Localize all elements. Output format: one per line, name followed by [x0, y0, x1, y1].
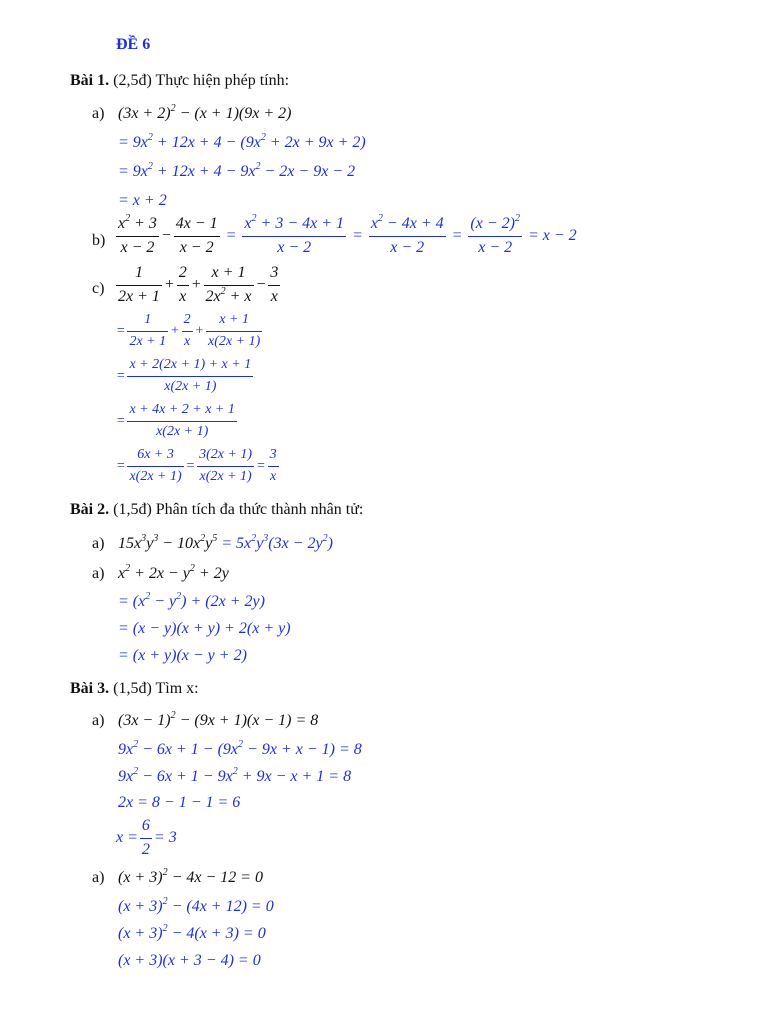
- page-title: ĐỀ 6: [116, 36, 151, 53]
- denominator: x(2x + 1): [129, 468, 182, 484]
- bai1-c-step-1: = $\frac{1}{2x + 1}$ + $\frac{2}{x}$ + $\frac{x + 1}{x(2x + 1)}$: [116, 312, 261, 349]
- bai3-b-expr: [118, 867, 264, 886]
- expr-part: (3x − 2y: [268, 535, 323, 552]
- exponent: 5: [212, 533, 218, 544]
- expr-part: y: [205, 535, 213, 552]
- expr-part: − 10x: [158, 535, 201, 552]
- expr-part: = 3: [153, 828, 177, 846]
- numerator: 6x + 3: [127, 448, 183, 467]
- exponent: 2: [147, 132, 153, 143]
- bai1-c-label: c): [92, 280, 105, 297]
- numerator: 1: [116, 265, 162, 286]
- numerator: 2: [182, 313, 193, 332]
- exponent: 2: [200, 533, 206, 544]
- exponent: 2: [125, 563, 131, 574]
- denominator: x: [269, 468, 277, 484]
- bai3-b-step-1: [118, 896, 274, 915]
- fraction: [127, 403, 236, 439]
- expr-part: = 9x: [118, 134, 148, 151]
- expr-part: = (x: [118, 593, 146, 610]
- expr-part: ): [327, 535, 333, 552]
- fraction: [174, 216, 220, 257]
- bai3-a-final: [116, 818, 177, 859]
- exponent: 2: [162, 867, 168, 878]
- expr-part: 2x: [205, 287, 221, 305]
- bai2-b-step-3: = (x + y)(x − y + 2): [118, 647, 247, 664]
- fraction: [177, 265, 189, 306]
- fraction: [182, 313, 193, 349]
- fraction: [116, 265, 162, 306]
- expr-part: − y: [150, 593, 177, 610]
- bai2-b-label: a): [92, 565, 105, 582]
- bai2-a-label: a): [92, 535, 105, 552]
- bai1-b-label: b): [92, 232, 106, 249]
- expr-part: − 2x − 9x − 2: [260, 163, 356, 180]
- bai3-a-step-2: [118, 766, 352, 785]
- numerator: 2: [177, 265, 189, 286]
- bai1-heading: Bài 1.: [70, 72, 110, 89]
- denominator: x − 2: [478, 238, 513, 256]
- fraction: [127, 358, 253, 394]
- expr-part: 9x: [118, 741, 134, 758]
- expr-part: x: [118, 215, 126, 232]
- expr-part: = 9x: [118, 163, 148, 180]
- expr-part: + 9x − x + 1 = 8: [237, 768, 352, 785]
- expr-part: + 2x + 9x + 2): [265, 134, 366, 151]
- numerator: 3: [268, 265, 280, 286]
- expr-part: − 4x − 12 = 0: [167, 869, 264, 886]
- bai3-b-label: a): [92, 869, 105, 886]
- bai1-a-step-3: = x + 2: [118, 192, 167, 209]
- bai1-b-expr: $\frac{x^2 + 3}{x - 2}$ − $\frac{4x - 1}{x - 2}$ = $\frac{x^2 + 3 - 4x + 1}{x - 2}$ = $\frac{x^2 - 4x + 4}{x - 2}$ = $\frac{(x - 2)^2}{x - 2}$ = x − 2: [118, 213, 577, 256]
- numerator: x + 4x + 2 + x + 1: [127, 403, 236, 422]
- expr-part: − 4(x + 3) = 0: [167, 925, 266, 942]
- expr-part: (x − 2): [470, 215, 515, 232]
- expr-part: − 4x + 4: [382, 215, 444, 232]
- exponent: 2: [232, 766, 238, 777]
- expr-part: (3x + 2): [118, 105, 171, 122]
- numerator: 1: [127, 313, 168, 332]
- bai3-b-step-3: (x + 3)(x + 3 − 4) = 0: [118, 952, 261, 969]
- exponent: 3: [263, 533, 269, 544]
- bai3-heading: Bài 3.: [70, 680, 110, 697]
- bai1-c-step-2: = $\frac{x + 2(2x + 1) + x + 1}{x(2x + 1)}$: [116, 357, 252, 394]
- numerator: 6: [140, 818, 152, 839]
- exponent: 2: [251, 533, 257, 544]
- bai3-desc: (1,5đ) Tìm x:: [113, 680, 199, 697]
- expr-part: − (9x + 1)(x − 1) = 8: [175, 712, 319, 729]
- fraction: [140, 818, 152, 859]
- expr-part: − (4x + 12) = 0: [167, 898, 274, 915]
- expr-part: − 6x + 1 − 9x: [138, 768, 233, 785]
- exponent: 2: [145, 591, 151, 602]
- exponent: 3: [153, 533, 159, 544]
- denominator: x(2x + 1): [164, 378, 217, 394]
- bai2-b-step-1: [118, 591, 265, 610]
- exponent: 3: [141, 533, 147, 544]
- expr-part: + 12x + 4 − (9x: [152, 134, 261, 151]
- bai3-b-step-2: [118, 923, 266, 942]
- bai2-b-step-2: = (x − y)(x + y) + 2(x + y): [118, 620, 291, 637]
- exponent: 2: [251, 213, 257, 224]
- exponent: 2: [133, 766, 139, 777]
- expr-part: + 3: [130, 215, 157, 232]
- exponent: 2: [170, 710, 176, 721]
- expr-part: = 5x: [217, 535, 252, 552]
- exponent: 2: [170, 103, 176, 114]
- exponent: 2: [162, 896, 168, 907]
- denominator: 2x + 1: [118, 287, 160, 305]
- expr-part: (x + 3): [118, 925, 163, 942]
- bai2-header: [70, 502, 363, 518]
- bai3-a-step-1: [118, 739, 362, 758]
- bai3-a-label: a): [92, 712, 105, 729]
- denominator: 2x + 1: [129, 333, 167, 349]
- expr-part: + x: [225, 287, 252, 305]
- bai1-header: [70, 73, 289, 89]
- expr-part: − 6x + 1 − (9x: [138, 741, 239, 758]
- bai3-header: [70, 681, 199, 697]
- denominator: x − 2: [179, 238, 214, 256]
- bai1-a-step-2: [118, 161, 356, 180]
- expr-part: − (x + 1)(9x + 2): [175, 105, 292, 122]
- bai3-a-step-3: 2x = 8 − 1 − 1 = 6: [118, 794, 241, 811]
- denominator: x: [183, 333, 191, 349]
- expr-part: + 3 − 4x + 1: [256, 215, 345, 232]
- expr-part: x: [370, 215, 378, 232]
- fraction: [268, 265, 280, 306]
- fraction: [116, 213, 159, 257]
- expr-part: 9x: [118, 768, 134, 785]
- numerator: 4x − 1: [174, 216, 220, 237]
- denominator: x − 2: [390, 238, 425, 256]
- expr-part: (x + 3): [118, 898, 163, 915]
- expr-part: − 9x + x − 1) = 8: [243, 741, 362, 758]
- fraction: [468, 213, 522, 257]
- bai1-c-step-3: = $\frac{x + 4x + 2 + x + 1}{x(2x + 1)}$: [116, 402, 235, 439]
- denominator: x(2x + 1): [208, 333, 261, 349]
- result: = x − 2: [527, 226, 577, 244]
- exponent: 2: [176, 591, 182, 602]
- expr-part: + 12x + 4 − 9x: [152, 163, 256, 180]
- denominator: x − 2: [277, 238, 312, 256]
- bai2-a-expr: [118, 533, 333, 552]
- exponent: 2: [255, 161, 261, 172]
- bai2-desc: (1,5đ) Phân tích đa thức thành nhân tử:: [113, 501, 364, 518]
- exponent: 2: [147, 161, 153, 172]
- denominator: x(2x + 1): [199, 468, 252, 484]
- exponent: 2: [133, 739, 139, 750]
- numerator: 3: [268, 448, 279, 467]
- exponent: 2: [220, 285, 226, 297]
- bai1-a-step-1: [118, 132, 366, 151]
- fraction: [204, 265, 254, 306]
- fraction: [268, 448, 279, 484]
- exponent: 2: [189, 563, 195, 574]
- expr-part: x: [244, 215, 252, 232]
- denominator: x: [270, 287, 278, 305]
- exponent: 2: [377, 213, 383, 224]
- expr-part: (3x − 1): [118, 712, 171, 729]
- exponent: 2: [162, 923, 168, 934]
- exponent: 2: [260, 132, 266, 143]
- expr-part: + 2x − y: [130, 565, 190, 582]
- numerator: x + 1: [204, 265, 254, 286]
- denominator: x − 2: [120, 238, 155, 256]
- exponent: 2: [322, 533, 328, 544]
- expr-part: (x + 3): [118, 869, 163, 886]
- fraction: [206, 313, 262, 349]
- numerator: 3(2x + 1): [197, 448, 254, 467]
- exponent: 2: [514, 213, 520, 224]
- bai3-a-expr: [118, 710, 319, 729]
- expr-part: x: [118, 565, 126, 582]
- expr-part: y: [256, 535, 264, 552]
- exponent: 2: [125, 213, 131, 224]
- fraction: [197, 448, 254, 484]
- bai1-c-step-4: = $\frac{6x + 3}{x(2x + 1)}$ = $\frac{3(2x + 1)}{x(2x + 1)}$ = $\frac{3}{x}$: [116, 447, 277, 484]
- fraction: [242, 213, 346, 257]
- bai1-desc: (2,5đ) Thực hiện phép tính:: [113, 72, 290, 89]
- fraction: [127, 448, 183, 484]
- bai1-c-expr: $\frac{1}{2x + 1}$ + $\frac{2}{x}$ + $\frac{x + 1}{2x^2 + x}$ − $\frac{3}{x}$: [118, 264, 279, 305]
- bai2-b-expr: [118, 563, 229, 582]
- bai1-a-expr: [118, 103, 292, 122]
- denominator: x(2x + 1): [156, 423, 209, 439]
- numerator: x + 2(2x + 1) + x + 1: [127, 358, 253, 377]
- numerator: x + 1: [206, 313, 262, 332]
- denominator: 2: [141, 840, 150, 858]
- fraction: [127, 313, 168, 349]
- exponent: 2: [238, 739, 244, 750]
- expr-part: ) + (2x + 2y): [181, 593, 265, 610]
- bai2-heading: Bài 2.: [70, 501, 110, 518]
- expr-part: + 2y: [194, 565, 229, 582]
- denominator: x: [179, 287, 187, 305]
- expr-part: 15x: [118, 535, 142, 552]
- bai1-a-label: a): [92, 105, 105, 122]
- expr-part: y: [146, 535, 154, 552]
- fraction: [369, 213, 446, 257]
- expr-part: x =: [116, 828, 138, 846]
